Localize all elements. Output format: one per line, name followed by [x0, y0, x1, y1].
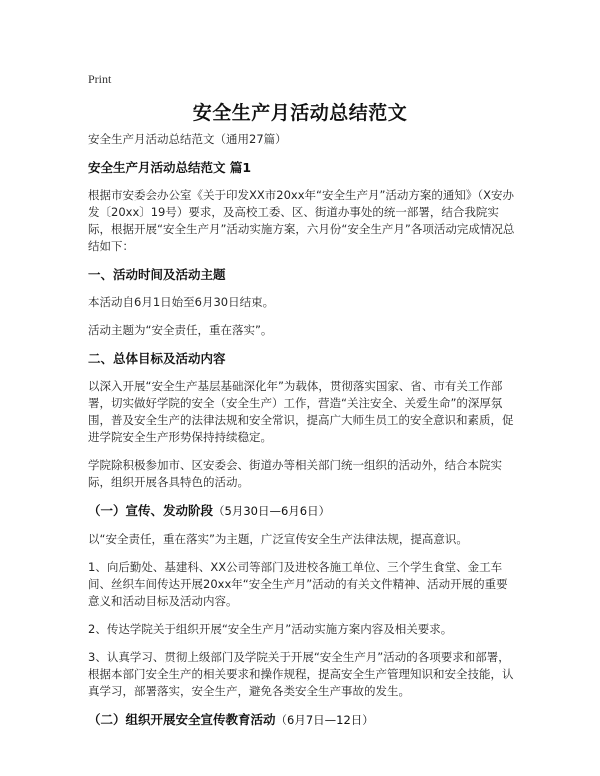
chapter-title: 安全生产月活动总结范文 篇1: [88, 160, 252, 175]
phase1-item-3: 3、认真学习、贯彻上级部门及学院关于开展“安全生产月”活动的各项要求和部署，根据本部门安全生产的相关要求和操作规程，提高安全生产管理知识和安全技能，认真学习，部署落实，安全生产，避免各类安全生产事故的发生。: [88, 650, 514, 698]
section1-paragraph-1: 本活动自6月1日始至6月30日结束。: [88, 295, 275, 309]
phase2-heading: [88, 711, 516, 729]
section2-paragraph-2: 学院除积极参加市、区安委会、街道办等相关部门统一组织的活动外，结合本院实际，组织开展各具特色的活动。: [88, 458, 502, 489]
document-subtitle: 安全生产月活动总结范文（通用27篇）: [88, 132, 287, 146]
section2-heading: 二、总体目标及活动内容: [88, 351, 226, 366]
document-body: [88, 131, 516, 740]
intro-paragraph: 根据市安委会办公室《关于印发XX市20xx年“安全生产月”活动方案的通知》（X安办发〔20xx〕19号）要求，及高校工委、区、街道办事处的统一部署，结合我院实际，根据开展“安全生产月”活动实施方案，六月份“安全生产月”各项活动完成情况总结如下：: [88, 188, 515, 253]
phase1-heading: [88, 502, 516, 520]
phase1-item-2: 2、传达学院关于组织开展“安全生产月”活动实施方案内容及相关要求。: [88, 622, 453, 636]
print-link[interactable]: Print: [88, 72, 112, 86]
phase1-title: （一）宣传、发动阶段: [88, 503, 214, 518]
section1-paragraph-2: 活动主题为“安全责任，重在落实”。: [88, 323, 273, 337]
section1-heading: 一、活动时间及活动主题: [88, 267, 226, 282]
phase2-title: （二）组织开展安全宣传教育活动: [88, 712, 276, 727]
phase1-dates: （5月30日—6月6日）: [213, 504, 331, 518]
section2-paragraph-1: 以深入开展“安全生产基层基础深化年”为载体，贯彻落实国家、省、市有关工作部署，切实做好学院的安全（安全生产）工作，营造“关注安全、关爱生命”的深厚氛围，普及安全生产的法律法规和安全常识，提高广大师生员工的安全意识和素质，促进学院安全生产形势保持持续稳定。: [88, 379, 514, 444]
page-title: 安全生产月活动总结范文: [192, 102, 408, 124]
phase2-dates: （6月7日—12日）: [275, 713, 374, 727]
phase1-item-1: 1、向后勤处、基建科、XX公司等部门及进校各施工单位、三个学生食堂、金工车间、丝织车间传达开展20xx年“安全生产月”活动的有关文件精神、活动开展的重要意义和活动目标及活动内容。: [88, 560, 508, 608]
phase1-paragraph: 以“安全责任，重在落实”为主题，广泛宣传安全生产法律法规，提高意识。: [88, 532, 468, 546]
